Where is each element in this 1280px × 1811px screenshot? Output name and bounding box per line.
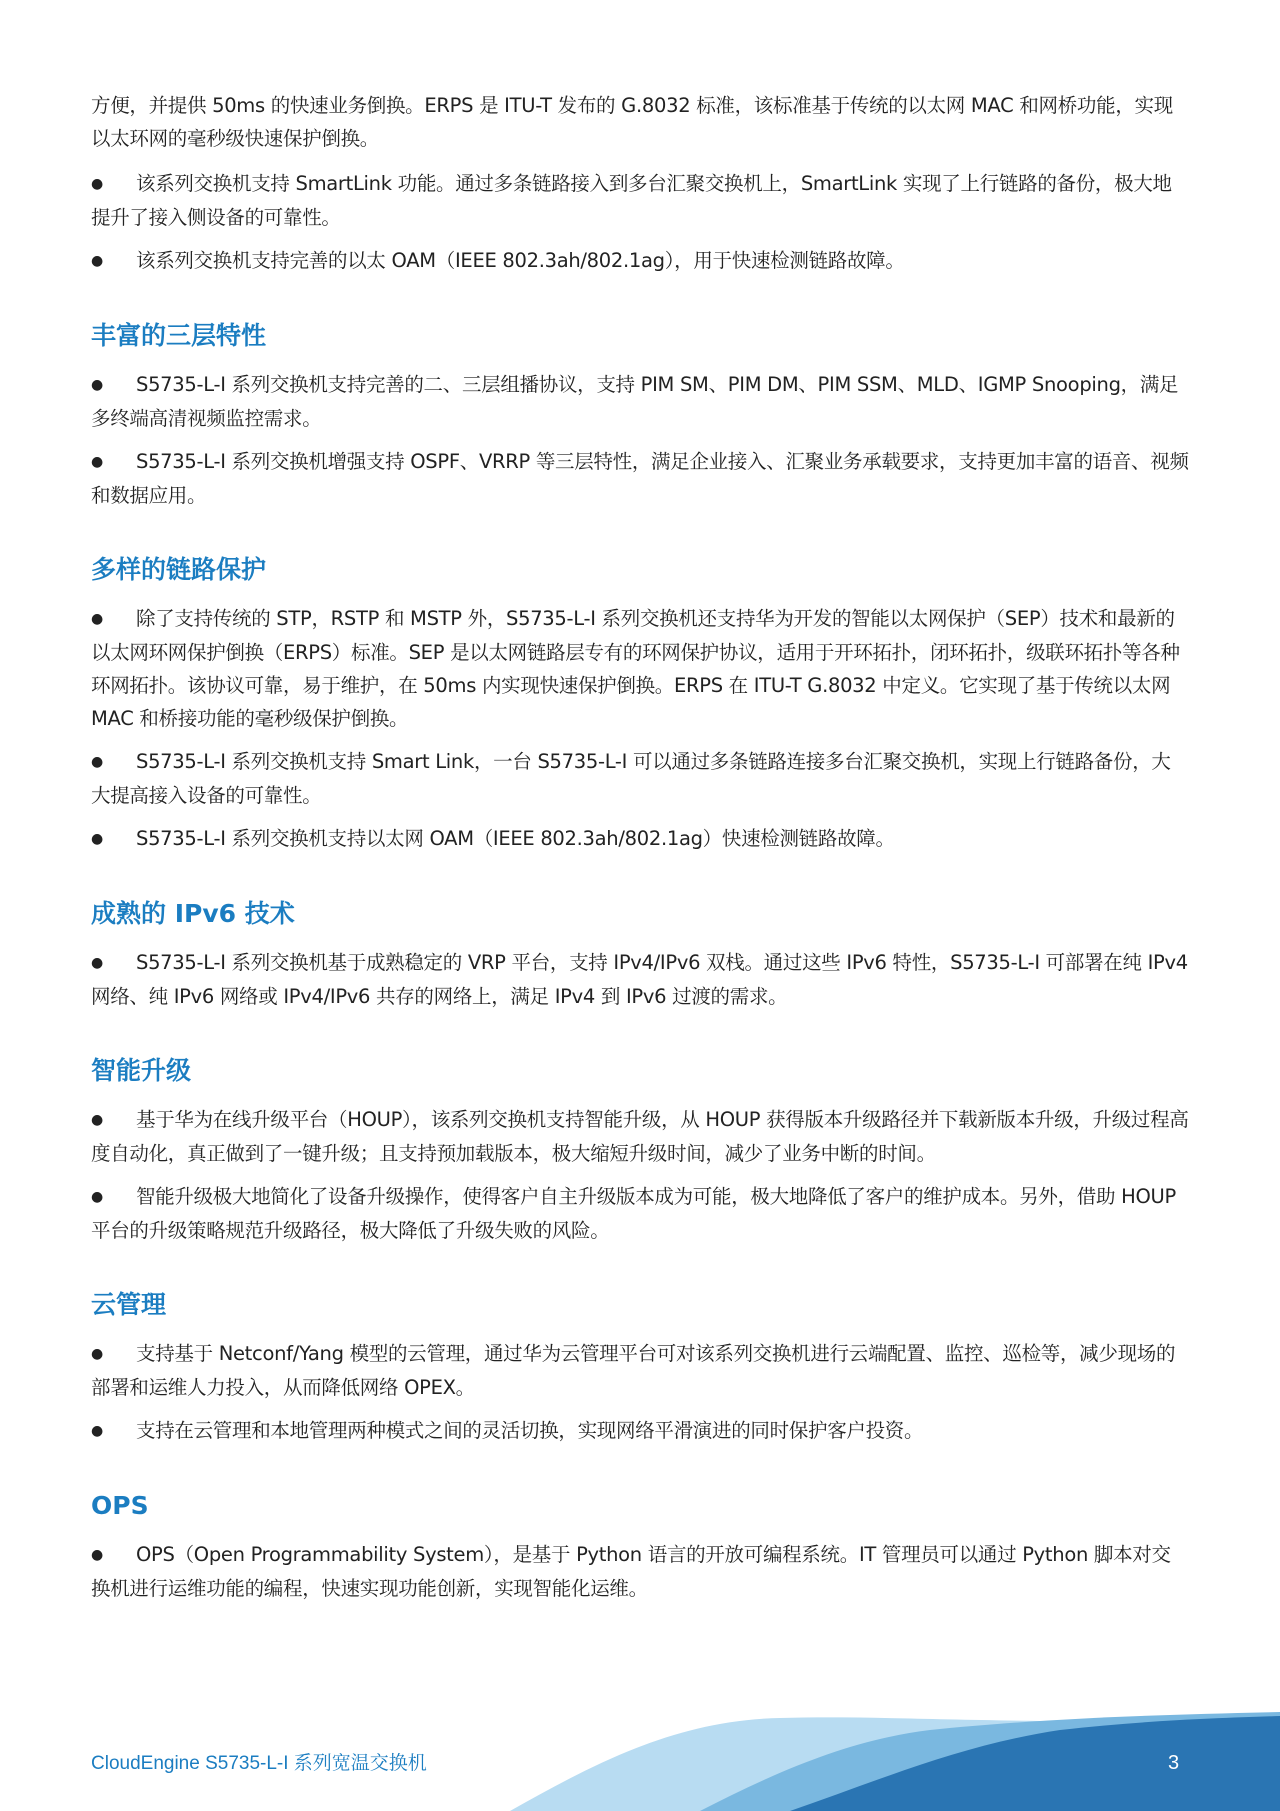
- page-number: 3: [1168, 1752, 1180, 1774]
- page-footer: [0, 1700, 1280, 1811]
- bullet-icon: ●: [91, 377, 103, 393]
- list-item: [91, 1538, 1189, 1605]
- bullet-icon: ●: [91, 831, 103, 847]
- bullet-icon: ●: [91, 454, 103, 470]
- list-item: [91, 745, 1189, 812]
- bullet-text: S5735-L-I 系列交换机基于成熟稳定的 VRP 平台，支持 IPv4/IPv6 双栈。通过这些 IPv6 特性，S5735-L-I 可部署在纯 IPv4 网络、纯 IPv6 网络或 IPv4/IPv6 共存的网络上，满足 IPv4 到 IPv6 过渡的需求。: [91, 951, 1188, 1008]
- bullet-text: 该系列交换机支持 SmartLink 功能。通过多条链路接入到多台汇聚交换机上，SmartLink 实现了上行链路的备份，极大地提升了接入侧设备的可靠性。: [91, 172, 1172, 229]
- document-body: [91, 89, 1189, 1615]
- bullet-icon: ●: [91, 611, 103, 627]
- bullet-text: S5735-L-I 系列交换机增强支持 OSPF、VRRP 等三层特性，满足企业接入、汇聚业务承载要求，支持更加丰富的语音、视频和数据应用。: [91, 450, 1189, 507]
- bullet-icon: ●: [91, 176, 103, 192]
- bullet-text: OPS（Open Programmability System），是基于 Python 语言的开放可编程系统。IT 管理员可以通过 Python 脚本对交换机进行运维功能的编程，快速实现功能创新，实现智能化运维。: [91, 1543, 1171, 1600]
- section-heading-cloud-management: 云管理: [91, 1290, 167, 1319]
- bullet-icon: ●: [91, 253, 103, 269]
- bullet-icon: ●: [91, 1547, 103, 1563]
- bullet-text: 支持基于 Netconf/Yang 模型的云管理，通过华为云管理平台可对该系列交换机进行云端配置、监控、巡检等，减少现场的部署和运维人力投入，从而降低网络 OPEX。: [91, 1342, 1176, 1399]
- bullet-text: S5735-L-I 系列交换机支持 Smart Link，一台 S5735-L-I 可以通过多条链路连接多台汇聚交换机，实现上行链路备份，大大提高接入设备的可靠性。: [91, 750, 1171, 807]
- intro-paragraph: 方便，并提供 50ms 的快速业务倒换。ERPS 是 ITU-T 发布的 G.8032 标准，该标准基于传统的以太网 MAC 和网桥功能，实现以太环网的毫秒级快速保护倒换。: [91, 94, 1173, 150]
- bullet-icon: ●: [91, 1423, 103, 1439]
- list-item: [91, 1414, 1189, 1448]
- bullet-icon: ●: [91, 1189, 103, 1205]
- list-item: [91, 368, 1189, 435]
- list-item: [91, 1337, 1189, 1404]
- list-item: [91, 244, 1189, 278]
- section-heading-ipv6: 成熟的 IPv6 技术: [91, 899, 295, 928]
- section-heading-ops: OPS: [91, 1491, 149, 1520]
- section-heading-link-protection: 多样的链路保护: [91, 555, 267, 584]
- bullet-icon: ●: [91, 1112, 103, 1128]
- list-item: [91, 822, 1189, 856]
- bullet-text: 除了支持传统的 STP，RSTP 和 MSTP 外，S5735-L-I 系列交换机还支持华为开发的智能以太网保护（SEP）技术和最新的以太网环网保护倒换（ERPS）标准。SEP 是以太网链路层专有的环网保护协议，适用于开环拓扑，闭环拓扑，级联环拓扑等各种环网拓扑。该协议可靠，易于维护，在 50ms 内实现快速保护倒换。ERPS 在 ITU-T G.8032 中定义。它实现了基于传统以太网 MAC 和桥接功能的毫秒级保护倒换。: [91, 607, 1180, 730]
- list-item: [91, 946, 1189, 1013]
- bullet-text: S5735-L-I 系列交换机支持完善的二、三层组播协议，支持 PIM SM、PIM DM、PIM SSM、MLD、IGMP Snooping，满足多终端高清视频监控需求。: [91, 373, 1179, 430]
- list-item: [91, 1180, 1189, 1247]
- section-heading-smart-upgrade: 智能升级: [91, 1056, 192, 1085]
- bullet-icon: ●: [91, 1346, 103, 1362]
- bullet-text: 基于华为在线升级平台（HOUP），该系列交换机支持智能升级，从 HOUP 获得版本升级路径并下载新版本升级，升级过程高度自动化，真正做到了一键升级；且支持预加载版本，极大缩短升级时间，减少了业务中断的时间。: [91, 1108, 1189, 1165]
- bullet-icon: ●: [91, 754, 103, 770]
- bullet-text: S5735-L-I 系列交换机支持以太网 OAM（IEEE 802.3ah/802.1ag）快速检测链路故障。: [136, 827, 895, 850]
- bullet-text: 该系列交换机支持完善的以太 OAM（IEEE 802.3ah/802.1ag），用于快速检测链路故障。: [136, 249, 905, 272]
- list-item: [91, 1103, 1189, 1170]
- bullet-text: 支持在云管理和本地管理两种模式之间的灵活切换，实现网络平滑演进的同时保护客户投资。: [136, 1419, 924, 1442]
- bullet-icon: ●: [91, 955, 103, 971]
- list-item: [91, 602, 1189, 735]
- bullet-text: 智能升级极大地简化了设备升级操作，使得客户自主升级版本成为可能，极大地降低了客户的维护成本。另外，借助 HOUP 平台的升级策略规范升级路径，极大降低了升级失败的风险。: [91, 1185, 1176, 1242]
- list-item: [91, 445, 1189, 512]
- list-item: [91, 167, 1189, 234]
- section-heading-layer3: 丰富的三层特性: [91, 321, 267, 350]
- footer-document-title: CloudEngine S5735-L-I 系列宽温交换机: [91, 1753, 427, 1774]
